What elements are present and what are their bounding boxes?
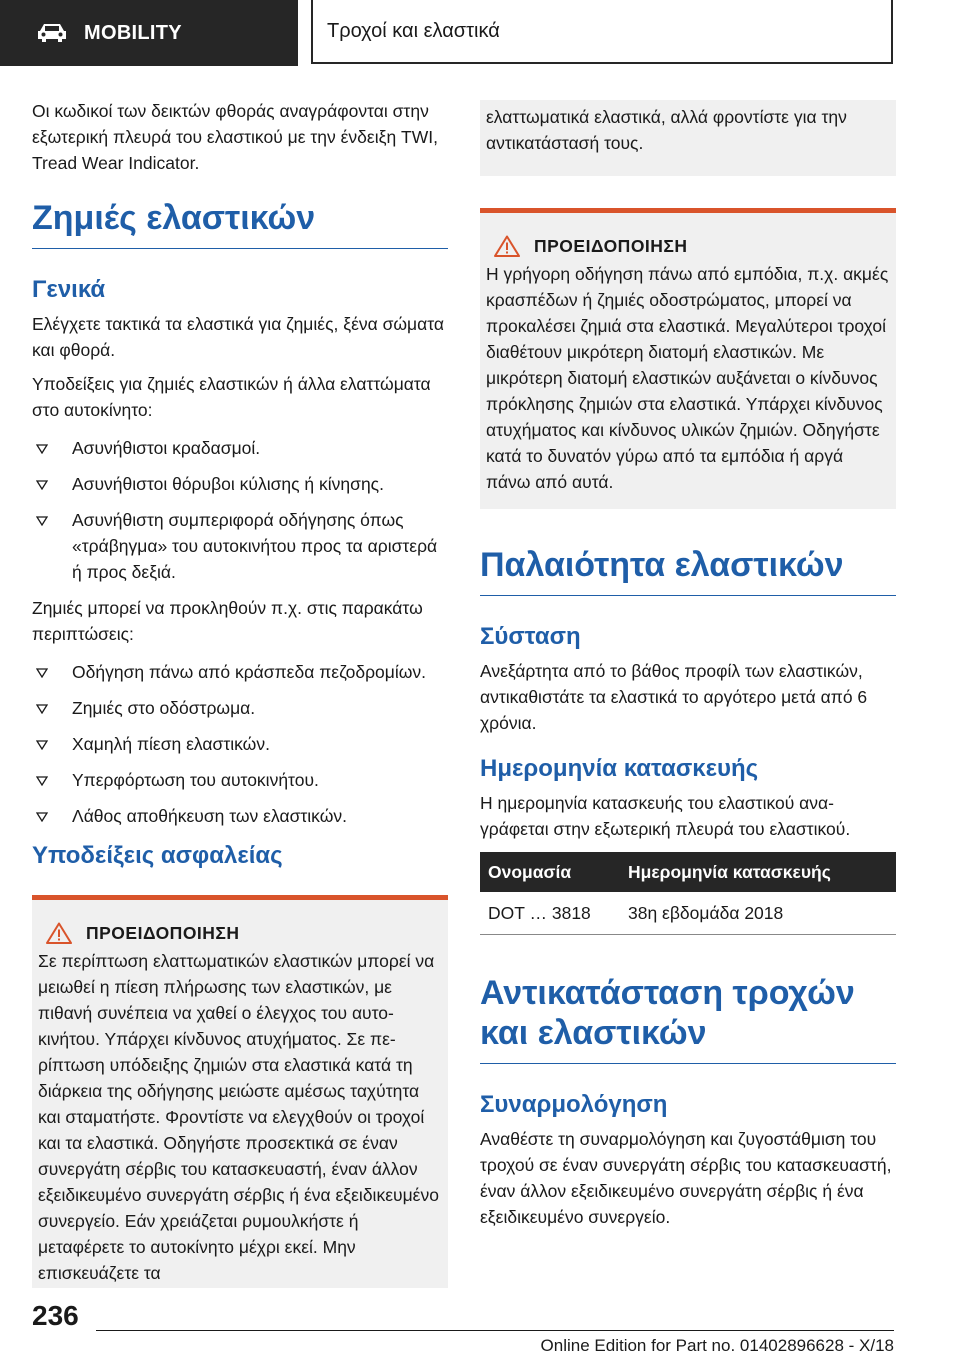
page-header: [0, 0, 960, 66]
list-item: [32, 695, 448, 721]
symptom-list: [32, 435, 448, 585]
table-header-row: [480, 852, 896, 892]
list-item: [32, 731, 448, 757]
car-icon: [36, 22, 68, 44]
warning-box: [32, 895, 448, 1288]
manufacture-date-paragraph: Η ημερομηνία κατασκευής του ελαστικού αναγράφεται στην εξωτερική πλευρά του ελαστικού.: [480, 793, 851, 839]
causes-paragraph: Ζημιές μπορεί να προκληθούν π.χ. στις παρακάτω περιπτώσεις:: [32, 598, 423, 644]
warning-icon: [46, 922, 72, 944]
warning-icon: [494, 235, 520, 257]
triangle-bullet-icon: [36, 480, 48, 490]
warning-title: [486, 235, 890, 257]
list-item-text: Ασυνήθιστοι κραδασμοί.: [72, 438, 261, 458]
triangle-bullet-icon: [36, 704, 48, 714]
left-column: [32, 98, 448, 1288]
right-column: [480, 100, 896, 1238]
heading-tire-damage: Ζημιές ελαστικών: [32, 198, 448, 249]
list-item: [32, 659, 448, 685]
intro-paragraph: Οι κωδικοί των δεικτών φθοράς αναγράφονται στην εξωτερική πλευρά του ελαστικού με την ένδειξη TWI, Tread Wear Indicator.: [32, 101, 438, 173]
triangle-bullet-icon: [36, 668, 48, 678]
triangle-bullet-icon: [36, 812, 48, 822]
list-item: [32, 803, 448, 829]
heading-recommendation: Σύσταση: [480, 623, 581, 650]
footer-divider: [96, 1330, 894, 1331]
table-header-manufacture-date: Ημερομηνία κατασκευής: [620, 852, 896, 892]
list-item-text: Χαμηλή πίεση ελαστικών.: [72, 734, 270, 754]
table-cell-date: 38η εβδομάδα 2018: [620, 892, 896, 935]
warning-title-text: ΠΡΟΕΙΔΟΠΟΙΗΣΗ: [534, 235, 688, 256]
section-label: MOBILITY: [84, 21, 182, 44]
warning-text: Η γρήγορη οδήγηση πάνω από εμπόδια, π.χ. ακμές κρασπέδων ή ζημιές οδοστρώματος, μπορεί να προκαλέσει ζημιά στα ελαστικά. Μεγαλύτεροι τροχοί διαθέτουν μικρότερη διατομή ελαστικών. Με μικρότερη διατομή ελαστικών αυξάνεται ο κίνδυνος πρόκλησης ζημιών στα ελαστικά. Υπάρχει κίνδυνος ατυχήματος και κίνδυνος υλικών ζημιών. Οδηγήστε κατά το δυνατόν γύρω από τα εμπόδια ή αργά πάνω από αυτά.: [486, 264, 889, 492]
list-item-text: Ζημιές στο οδόστρωμα.: [72, 698, 256, 718]
heading-replacement: Αντικατάσταση τροχών και ελαστικών: [480, 973, 896, 1064]
table-cell-dot: DOT … 3818: [480, 892, 620, 935]
list-item-text: Οδήγηση πάνω από κράσπεδα πεζοδρομίων.: [72, 662, 427, 682]
warning-continuation-box: [480, 100, 896, 176]
table-header-designation: Ονομασία: [480, 852, 620, 892]
list-item: [32, 507, 448, 585]
dot-code-table: [480, 852, 896, 935]
edition-text: Online Edition for Part no. 01402896628 - X/18: [540, 1336, 894, 1355]
triangle-bullet-icon: [36, 444, 48, 454]
heading-mounting: Συναρμολόγηση: [480, 1091, 668, 1118]
general-paragraph-1: Ελέγχετε τακτικά τα ελαστικά για ζημιές, ξένα σώματα και φθορά.: [32, 314, 445, 360]
warning-continuation-text: ελαττωματικά ελαστικά, αλλά φροντίστε για την αντικατάστασή τους.: [486, 107, 847, 153]
warning-title: [38, 922, 442, 944]
cause-list: [32, 659, 448, 829]
recommendation-paragraph: Ανεξάρτητα από το βάθος προφίλ των ελαστικών, αντικαθιστάτε τα ελαστικά το αργότερο μετά από 6 χρόνια.: [480, 661, 868, 733]
heading-general: Γενικά: [32, 276, 106, 303]
list-item-text: Ασυνήθιστοι θόρυβοι κύλισης ή κίνησης.: [72, 474, 384, 494]
list-item-text: Λάθος αποθήκευση των ελαστικών.: [72, 806, 347, 826]
triangle-bullet-icon: [36, 776, 48, 786]
triangle-bullet-icon: [36, 516, 48, 526]
triangle-bullet-icon: [36, 740, 48, 750]
general-paragraph-2: Υποδείξεις για ζημιές ελαστικών ή άλλα ελαττώματα στο αυτοκίνητο:: [32, 374, 431, 420]
table-row: [480, 892, 896, 935]
list-item: [32, 471, 448, 497]
list-item: [32, 435, 448, 461]
heading-tire-age: Παλαιότητα ελαστικών: [480, 545, 896, 596]
list-item-text: Ασυνήθιστη συμπεριφορά οδήγησης όπως «τράβηγμα» του αυτοκινήτου προς τα αριστερά ή προς δεξιά.: [72, 510, 438, 582]
chapter-tab: [311, 0, 893, 64]
section-tab: [0, 0, 298, 66]
warning-box: [480, 208, 896, 509]
mounting-paragraph: Αναθέστε τη συναρμολόγηση και ζυγοστάθμιση του τροχού σε έναν συνεργάτη σέρβις του κατασκευαστή, έναν άλλον εξειδικευμένο συνεργάτη σέρβις ή ένα εξειδικευμένο συνεργείο.: [480, 1129, 892, 1227]
warning-text: Σε περίπτωση ελαττωματικών ελαστικών μπορεί να μειωθεί η πίεση πλήρωσης των ελαστικών, με πιθανή συνέπεια να χαθεί ο έλεγχος του αυτοκινήτου. Υπάρχει κίνδυνος ατυχήματος. Σε περίπτωση υπόδειξης ζημιών στα ελαστικά κατά τη διάρκεια της οδήγησης μειώστε αμέσως ταχύτητα και σταματήστε. Φροντίστε να ελεγχθούν οι τροχοί και τα ελαστικά. Οδηγήστε προσεκτικά σε έναν συνεργάτη σέρβις του κατασκευαστή, έναν άλλον εξειδικευμένο συνεργάτη σέρβις ή ένα εξειδικευμένο συνεργείο. Εάν χρειάζεται ρυμουλκήστε ή μεταφέρετε το αυτοκίνητο μέχρι εκεί. Μην επισκευάζετε τα: [38, 951, 439, 1283]
list-item-text: Υπερφόρτωση του αυτοκινήτου.: [72, 770, 319, 790]
chapter-title: Τροχοί και ελαστικά: [327, 19, 500, 42]
page-number: 236: [32, 1300, 79, 1331]
warning-title-text: ΠΡΟΕΙΔΟΠΟΙΗΣΗ: [86, 922, 240, 943]
heading-manufacture-date: Ημερομηνία κατασκευής: [480, 755, 759, 782]
list-item: [32, 767, 448, 793]
heading-safety-notes: Υποδείξεις ασφαλείας: [32, 842, 283, 869]
